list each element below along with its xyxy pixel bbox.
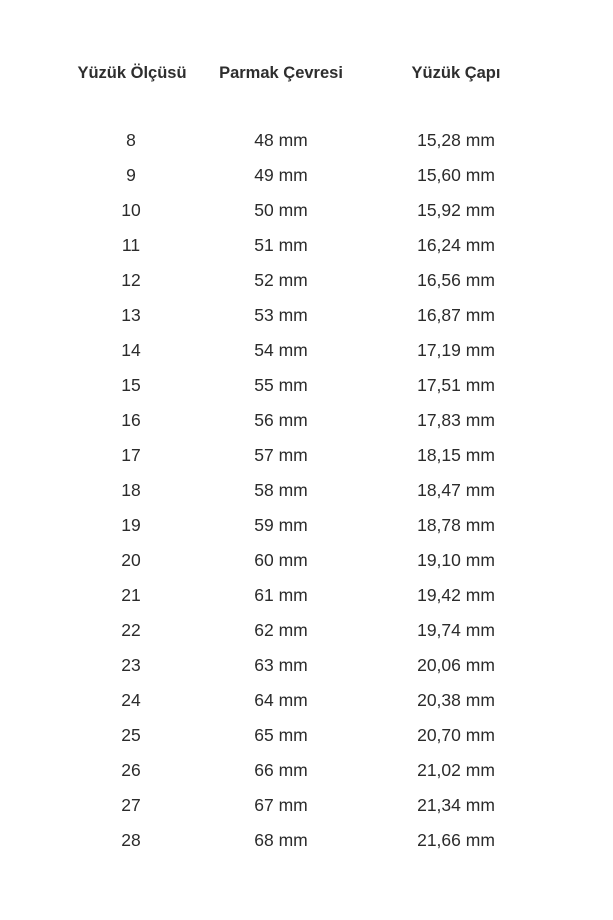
table-row [0, 333, 613, 368]
cell-finger-circumference: 58 mm [254, 480, 308, 500]
cell-ring-size: 28 [121, 830, 141, 850]
table-row [0, 368, 613, 403]
cell-ring-diameter: 17,19 mm [417, 340, 495, 360]
cell-ring-size: 19 [121, 515, 141, 535]
header-finger-circumference: Parmak Çevresi [219, 64, 343, 82]
cell-ring-diameter: 15,92 mm [417, 200, 495, 220]
cell-finger-circumference: 54 mm [254, 340, 308, 360]
table-header-row [0, 58, 613, 88]
cell-finger-circumference: 59 mm [254, 515, 308, 535]
cell-finger-circumference: 61 mm [254, 585, 308, 605]
table-row [0, 613, 613, 648]
cell-ring-size: 22 [121, 620, 141, 640]
cell-ring-size: 8 [126, 130, 136, 150]
cell-ring-diameter: 15,28 mm [417, 130, 495, 150]
cell-ring-diameter: 21,66 mm [417, 830, 495, 850]
cell-ring-diameter: 20,38 mm [417, 690, 495, 710]
cell-ring-size: 13 [121, 305, 141, 325]
cell-ring-diameter: 16,87 mm [417, 305, 495, 325]
cell-finger-circumference: 62 mm [254, 620, 308, 640]
table-body [0, 123, 613, 858]
cell-ring-size: 20 [121, 550, 141, 570]
table-row [0, 543, 613, 578]
cell-ring-size: 24 [121, 690, 141, 710]
cell-ring-diameter: 19,74 mm [417, 620, 495, 640]
cell-ring-diameter: 17,83 mm [417, 410, 495, 430]
cell-ring-diameter: 21,02 mm [417, 760, 495, 780]
cell-ring-diameter: 16,56 mm [417, 270, 495, 290]
cell-finger-circumference: 51 mm [254, 235, 308, 255]
table-row [0, 683, 613, 718]
cell-finger-circumference: 63 mm [254, 655, 308, 675]
cell-finger-circumference: 55 mm [254, 375, 308, 395]
header-ring-diameter: Yüzük Çapı [411, 64, 501, 82]
cell-ring-size: 26 [121, 760, 141, 780]
cell-ring-size: 12 [121, 270, 141, 290]
table-row [0, 158, 613, 193]
table-row [0, 228, 613, 263]
cell-ring-diameter: 18,78 mm [417, 515, 495, 535]
cell-finger-circumference: 53 mm [254, 305, 308, 325]
table-row [0, 718, 613, 753]
header-ring-size: Yüzük Ölçüsü [77, 64, 187, 82]
cell-ring-size: 11 [121, 235, 141, 255]
table-row [0, 263, 613, 298]
cell-ring-diameter: 18,47 mm [417, 480, 495, 500]
cell-ring-diameter: 18,15 mm [417, 445, 495, 465]
table-row [0, 473, 613, 508]
cell-finger-circumference: 65 mm [254, 725, 308, 745]
cell-finger-circumference: 66 mm [254, 760, 308, 780]
cell-finger-circumference: 60 mm [254, 550, 308, 570]
table-row [0, 403, 613, 438]
cell-finger-circumference: 64 mm [254, 690, 308, 710]
cell-ring-diameter: 20,06 mm [417, 655, 495, 675]
cell-ring-diameter: 16,24 mm [417, 235, 495, 255]
cell-ring-size: 9 [126, 165, 136, 185]
cell-ring-size: 25 [121, 725, 141, 745]
table-row [0, 298, 613, 333]
table-row [0, 438, 613, 473]
cell-ring-size: 14 [121, 340, 141, 360]
table-row [0, 823, 613, 858]
cell-finger-circumference: 48 mm [254, 130, 308, 150]
cell-ring-diameter: 15,60 mm [417, 165, 495, 185]
table-row [0, 508, 613, 543]
cell-ring-size: 17 [121, 445, 141, 465]
cell-ring-diameter: 20,70 mm [417, 725, 495, 745]
cell-ring-size: 23 [121, 655, 141, 675]
cell-finger-circumference: 50 mm [254, 200, 308, 220]
cell-ring-size: 15 [121, 375, 141, 395]
cell-finger-circumference: 68 mm [254, 830, 308, 850]
table-row [0, 788, 613, 823]
cell-ring-diameter: 21,34 mm [417, 795, 495, 815]
cell-ring-diameter: 19,42 mm [417, 585, 495, 605]
cell-ring-diameter: 17,51 mm [417, 375, 495, 395]
table-row [0, 648, 613, 683]
table-row [0, 753, 613, 788]
table-row [0, 578, 613, 613]
cell-ring-size: 18 [121, 480, 141, 500]
cell-finger-circumference: 67 mm [254, 795, 308, 815]
cell-ring-size: 27 [121, 795, 141, 815]
table-row [0, 193, 613, 228]
cell-finger-circumference: 56 mm [254, 410, 308, 430]
cell-ring-size: 21 [121, 585, 141, 605]
cell-ring-diameter: 19,10 mm [417, 550, 495, 570]
cell-finger-circumference: 49 mm [254, 165, 308, 185]
cell-ring-size: 10 [121, 200, 141, 220]
table-row [0, 123, 613, 158]
cell-finger-circumference: 52 mm [254, 270, 308, 290]
cell-ring-size: 16 [121, 410, 141, 430]
cell-finger-circumference: 57 mm [254, 445, 308, 465]
